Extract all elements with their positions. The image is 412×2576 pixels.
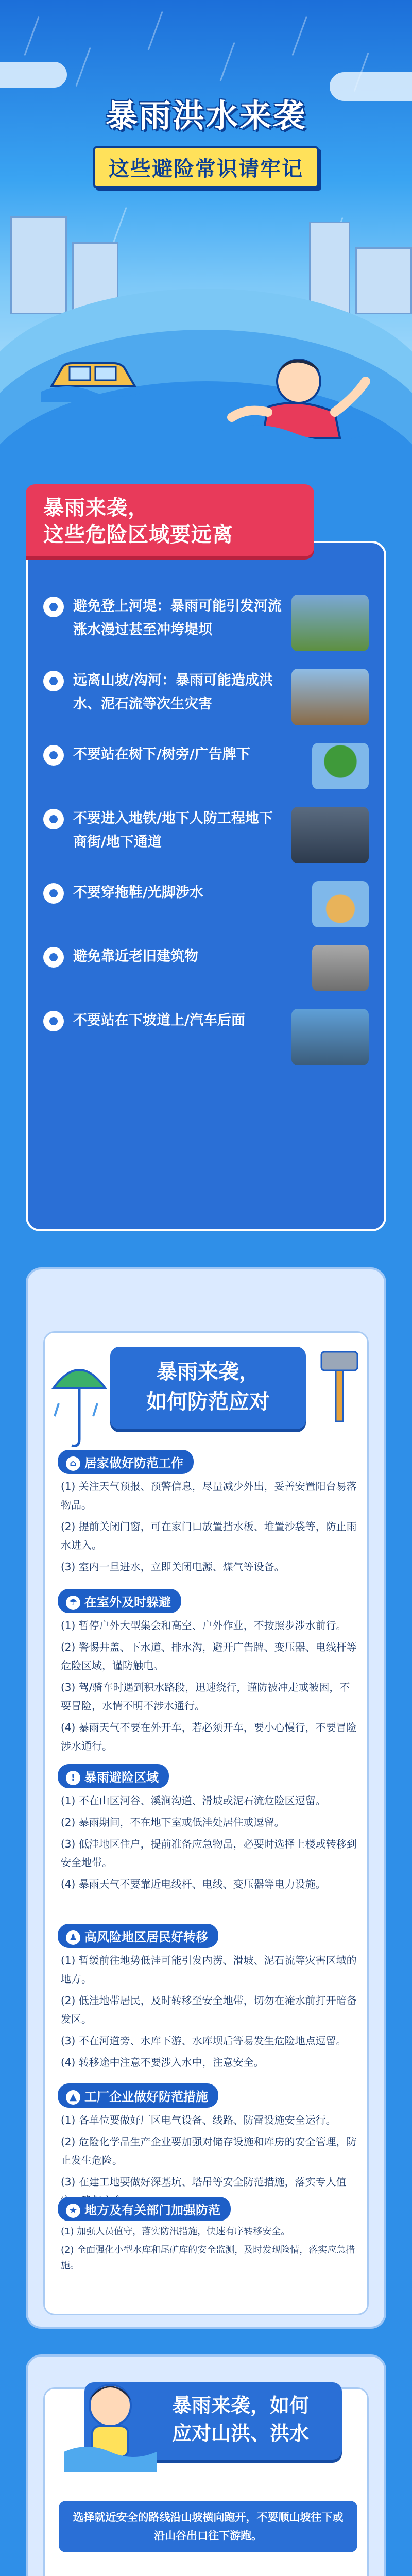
block-line: (2) 危险化学品生产企业要加强对储存设施和库房的安全管理，防止发生危险。: [61, 2136, 357, 2166]
girl-in-water-icon: [64, 2369, 157, 2472]
danger-item-tree: [43, 743, 369, 789]
block-tag: [58, 1764, 169, 1788]
block-tag: [58, 1924, 218, 1948]
building-shape: [309, 222, 350, 314]
block-tag: [58, 2197, 231, 2221]
bullet-icon: [43, 809, 64, 829]
block-line: (4) 暴雨天气不要靠近电线杆、电线、变压器等电力设施。: [61, 1878, 326, 1890]
block-tag-label: 居家做好防范工作: [84, 1456, 183, 1470]
warning-icon: !: [66, 1771, 80, 1785]
response-block-outdoor: [58, 1589, 358, 1755]
escape-tip: 选择就近安全的路线沿山坡横向跑开，不要顺山坡往下或沿山谷出口往下游跑。: [59, 2501, 357, 2552]
response-block-authorities: [58, 2197, 358, 2274]
flood-escape-section: [26, 2354, 386, 2576]
escape-title-line2: 应对山洪、洪水: [172, 2422, 310, 2445]
danger-list-panel: [26, 541, 386, 1231]
danger-item-text: 远离山坡/沟河：暴雨可能造成洪水、泥石流等次生灾害: [73, 672, 273, 712]
danger-item-text: 避免登上河堤：暴雨可能引发河流涨水漫过甚至冲垮堤坝: [73, 598, 282, 638]
block-line: (3) 低洼地区住户，提前准备应急物品，必要时选择上楼或转移到安全地带。: [61, 1838, 357, 1869]
block-line: (2) 低洼地带居民，及时转移至安全地带，切勿在淹水前打开暗备发区。: [61, 1994, 357, 2025]
danger-item-text: 不要站在下坡道上/汽车后面: [73, 1012, 245, 1028]
submerged-car-icon: [41, 355, 144, 402]
block-line: (3) 在建工地要做好深基坑、塔吊等安全防范措施，落实专人值: [61, 2176, 347, 2188]
bullet-icon: [43, 671, 64, 691]
block-line: (2) 暴雨期间，不在地下室或低洼处居住或逗留。: [61, 1816, 285, 1828]
block-line: (1) 不在山区河谷、溪涧沟道、滑坡或泥石流危险区逗留。: [61, 1794, 326, 1807]
rain-streak: [219, 42, 235, 81]
levee-photo: [291, 595, 369, 651]
danger-section-title: [26, 484, 314, 556]
danger-title-line2: 这些危险区域要远离: [43, 523, 233, 547]
hero-title: 暴雨洪水来袭: [105, 97, 306, 134]
rain-streak: [147, 11, 163, 50]
rain-streak: [291, 16, 307, 56]
block-line: (2) 全面强化小型水库和尾矿库的安全监测，及时发现险情，落实应急措施。: [61, 2245, 355, 2271]
danger-item-old-building: [43, 945, 369, 991]
response-section: [26, 1267, 386, 2329]
danger-item-text: 不要站在树下/树旁/广告牌下: [73, 747, 250, 762]
tree-icon: [312, 743, 369, 789]
hero-banner: [0, 0, 412, 474]
home-icon: ⌂: [66, 1456, 80, 1471]
building-shape: [10, 216, 67, 314]
slipper-icon: [312, 881, 369, 927]
block-line: (1) 关注天气预报、预警信息，尽量减少外出，妥善安置阳台易落物品。: [61, 1480, 357, 1511]
flooded-car-photo: [291, 1009, 369, 1065]
response-block-factory: [58, 2083, 358, 2210]
building-shape: [355, 247, 412, 314]
response-title-line1: 暴雨来袭，: [157, 1360, 260, 1384]
shelter-icon: ☂: [66, 1596, 80, 1610]
danger-item-downhill: [43, 1009, 369, 1065]
response-title-line2: 如何防范应对: [146, 1390, 270, 1414]
bullet-icon: [43, 883, 64, 904]
block-tag: [58, 1589, 181, 1613]
danger-title-line1: 暴雨来袭，: [43, 496, 149, 520]
block-tag: [58, 2083, 218, 2108]
response-block-areas: [58, 1764, 358, 1893]
block-tag-label: 地方及有关部门加强防范: [84, 2203, 220, 2217]
landslide-photo: [291, 669, 369, 725]
bullet-icon: [43, 597, 64, 617]
rain-streak: [111, 207, 127, 246]
swimming-person-icon: [216, 350, 371, 459]
response-block-home: [58, 1450, 358, 1576]
bullet-icon: [43, 947, 64, 968]
block-line: (4) 转移途中注意不要涉入水中，注意安全。: [61, 2056, 264, 2069]
bullet-icon: [43, 1011, 64, 1031]
block-line: (3) 驾/骑车时遇到积水路段，迅速绕行，谨防被冲走或被困，不要冒险，水情不明不涉水通行。: [61, 1681, 350, 1712]
block-tag: [58, 1450, 194, 1474]
people-icon: ♟: [66, 1930, 80, 1945]
danger-item-slippers: [43, 881, 369, 927]
block-line: (1) 加强人员值守，落实防汛措施，快速有序转移安全。: [61, 2226, 290, 2237]
hammer-icon: [316, 1347, 363, 1424]
umbrella-rain-icon: [48, 1352, 110, 1450]
factory-icon: ▲: [66, 2090, 80, 2105]
block-tag-label: 工厂企业做好防范措施: [84, 2090, 208, 2104]
block-line: (3) 不在河道旁、水库下游、水库坝后等易发生危险地点逗留。: [61, 2035, 347, 2047]
rain-streak: [24, 16, 39, 56]
hero-subtitle: 这些避险常识请牢记: [93, 146, 319, 188]
block-tag-label: 暴雨避险区域: [84, 1770, 159, 1785]
danger-zones-section: [26, 484, 386, 1242]
danger-item-subway: [43, 807, 369, 863]
block-line: (4) 暴雨天气不要在外开车，若必须开车，要小心慢行，不要冒险涉水通行。: [61, 1721, 357, 1752]
danger-item-text: 避免靠近老旧建筑物: [73, 948, 198, 964]
government-icon: ★: [66, 2204, 80, 2218]
block-line: (1) 各单位要做好厂区电气设备、线路、防雷设施安全运行。: [61, 2114, 336, 2126]
danger-item-slope: [43, 669, 369, 725]
cloud-shape: [0, 62, 67, 88]
subway-photo: [291, 807, 369, 863]
rain-streak: [75, 47, 91, 87]
response-section-title: [110, 1347, 306, 1429]
block-line: (1) 暂停户外大型集会和高空、户外作业，不按照步涉水前行。: [61, 1619, 347, 1632]
block-line: (1) 暂缓前往地势低洼可能引发内涝、滑坡、泥石流等灾害区域的地方。: [61, 1954, 357, 1985]
block-line: (3) 室内一旦进水，立即关闭电源、煤气等设备。: [61, 1561, 285, 1573]
danger-item-text: 不要穿拖鞋/光脚涉水: [73, 885, 203, 901]
bullet-icon: [43, 745, 64, 766]
danger-item-levee: [43, 595, 369, 651]
escape-title-line1: 暴雨来袭，如何: [172, 2394, 310, 2417]
block-tag-label: 高风险地区居民好转移: [84, 1930, 208, 1944]
response-block-transfer: [58, 1924, 358, 2072]
block-tag-label: 在室外及时躲避: [84, 1595, 171, 1609]
block-line: (2) 警惕井盖、下水道、排水沟，避开广告牌、变压器、电线杆等危险区域，谨防触电。: [61, 1641, 357, 1672]
block-line: (2) 提前关闭门窗，可在家门口放置挡水板、堆置沙袋等，防止雨水进入。: [61, 1520, 357, 1551]
danger-item-text: 不要进入地铁/地下人防工程地下商街/地下通道: [73, 810, 273, 850]
old-building-photo: [312, 945, 369, 991]
